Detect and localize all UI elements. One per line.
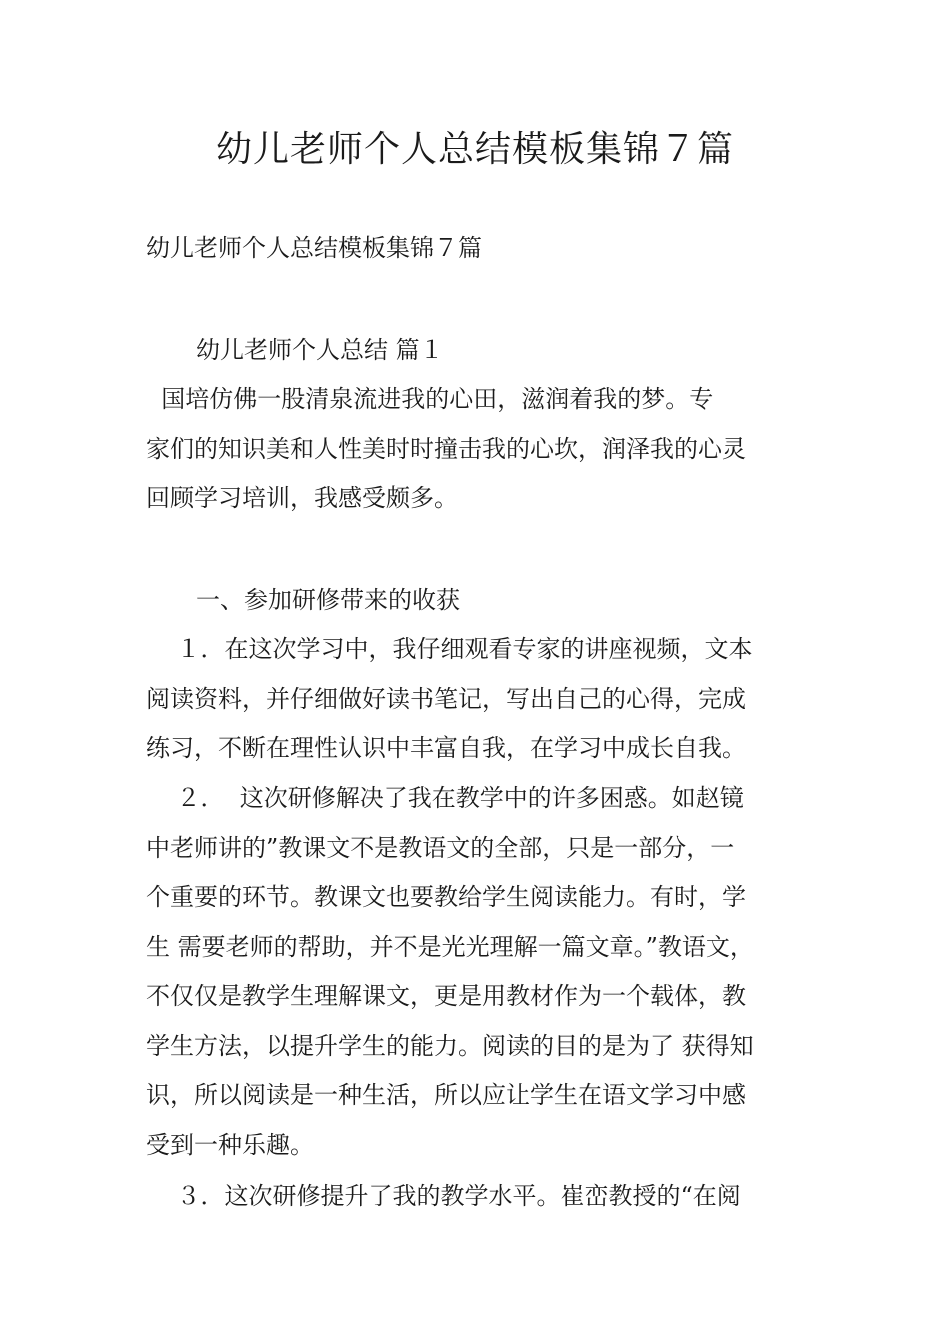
paragraph-line: 受到一种乐趣。 <box>146 1130 314 1159</box>
paragraph-line: 国培仿佛一股清泉流进我的心田，滋润着我的梦。专 <box>146 385 714 413</box>
paragraph-line: ３．这次研修提升了我的教学水平。崔峦教授的“在阅 <box>146 1182 741 1210</box>
paragraph-line: 练习，不断在理性认识中丰富自我，在学习中成长自我。 <box>146 734 746 762</box>
item-1-paragraph <box>146 625 810 774</box>
item-3-paragraph <box>146 1172 810 1222</box>
paragraph-line: 生 需要老师的帮助，并不是光光理解一篇文章。”教语文， <box>146 932 754 961</box>
item-2-paragraph <box>146 774 810 1170</box>
paragraph-line: １．在这次学习中，我仔细观看专家的讲座视频，文本 <box>146 635 753 663</box>
paragraph-line: 阅读资料，并仔细做好读书笔记，写出自己的心得，完成 <box>146 684 746 713</box>
part-heading: 一、参加研修带来的收获 <box>196 586 460 614</box>
paragraph-line: ２． 这次研修解决了我在教学中的许多困惑。如赵镜 <box>146 784 744 812</box>
paragraph-line: 个重要的环节。教课文也要教给学生阅读能力。有时，学 <box>146 883 746 911</box>
paragraph-line: 识，所以阅读是一种生活，所以应让学生在语文学习中感 <box>146 1081 746 1109</box>
paragraph-line: 家们的知识美和人性美时时撞击我的心坎，润泽我的心灵 <box>146 434 746 463</box>
paragraph-line: 回顾学习培训，我感受颇多。 <box>146 484 458 512</box>
document-title: 幼儿老师个人总结模板集锦７篇 <box>215 129 734 170</box>
intro-paragraph <box>146 375 810 524</box>
section-heading: 幼儿老师个人总结 篇１ <box>196 336 444 364</box>
paragraph-line: 不仅仅是教学生理解课文，更是用教材作为一个载体，教 <box>146 982 746 1010</box>
document-subtitle: 幼儿老师个人总结模板集锦７篇 <box>146 234 482 262</box>
paragraph-line: 学生方法，以提升学生的能力。阅读的目的是为了 获得知 <box>146 1031 754 1060</box>
paragraph-line: 中老师讲的”教课文不是教语文的全部，只是一部分，一 <box>146 833 735 862</box>
